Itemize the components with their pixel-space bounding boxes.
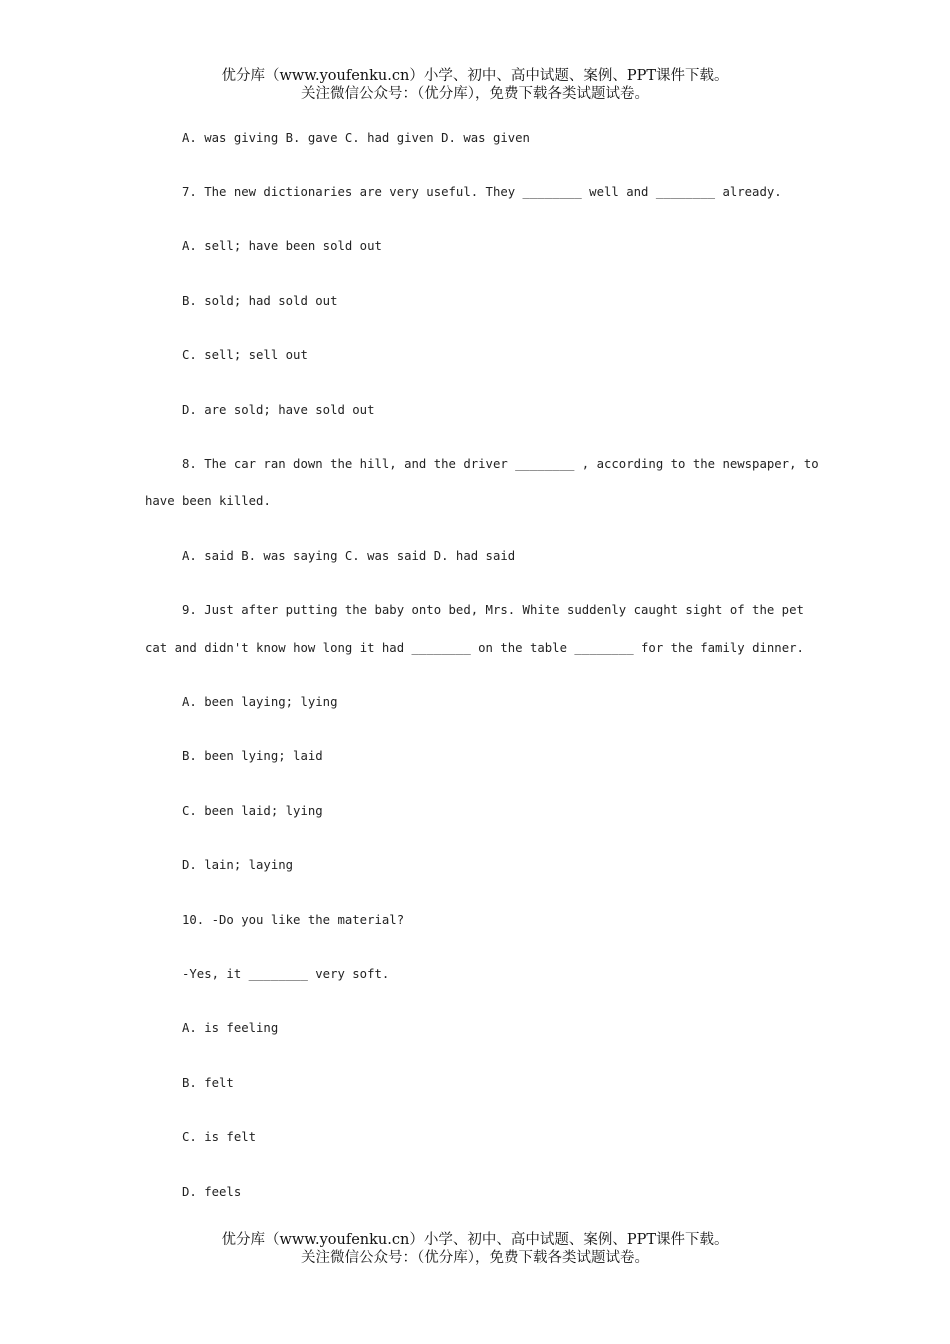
q10-option-a: A. is feeling — [182, 1021, 279, 1035]
q8-options: A. said B. was saying C. was said D. had said — [182, 549, 516, 563]
q10-stem-line-2: -Yes, it ________ very soft. — [182, 967, 390, 981]
header-line-2: 关注微信公众号：（优分库），免费下载各类试题试卷。 — [301, 86, 649, 102]
q8-stem-line-2: have been killed. — [145, 494, 271, 508]
q9-option-c: C. been laid; lying — [182, 804, 323, 818]
q7-option-b: B. sold; had sold out — [182, 294, 338, 308]
q7-option-d: D. are sold; have sold out — [182, 403, 375, 417]
q10-option-b: B. felt — [182, 1076, 234, 1090]
q6-options: A. was giving B. gave C. had given D. was given — [182, 131, 530, 145]
q9-stem-line-2: cat and didn't know how long it had ________ on the table ________ for the family dinner. — [145, 641, 804, 655]
q9-stem-line-1: 9. Just after putting the baby onto bed, Mrs. White suddenly caught sight of the pet — [182, 603, 804, 617]
q7-stem: 7. The new dictionaries are very useful. They ________ well and ________ already. — [182, 185, 782, 199]
q9-option-a: A. been laying; lying — [182, 695, 338, 709]
q7-option-c: C. sell; sell out — [182, 348, 308, 362]
page-header — [0, 67, 950, 103]
q9-option-b: B. been lying; laid — [182, 749, 323, 763]
q8-stem-line-1: 8. The car ran down the hill, and the driver ________ , according to the newspaper, to — [182, 457, 819, 471]
q10-option-c: C. is felt — [182, 1130, 257, 1144]
q10-stem-line-1: 10. -Do you like the material? — [182, 913, 405, 927]
q10-option-d: D. feels — [182, 1185, 242, 1199]
page-footer — [0, 1231, 950, 1267]
q9-option-d: D. lain; laying — [182, 858, 294, 872]
header-line-1: 优分库（www.youfenku.cn）小学、初中、高中试题、案例、PPT课件下载。 — [221, 68, 729, 84]
q7-option-a: A. sell; have been sold out — [182, 239, 382, 253]
footer-line-2: 关注微信公众号：（优分库），免费下载各类试题试卷。 — [301, 1250, 649, 1266]
footer-line-1: 优分库（www.youfenku.cn）小学、初中、高中试题、案例、PPT课件下载。 — [221, 1232, 729, 1248]
